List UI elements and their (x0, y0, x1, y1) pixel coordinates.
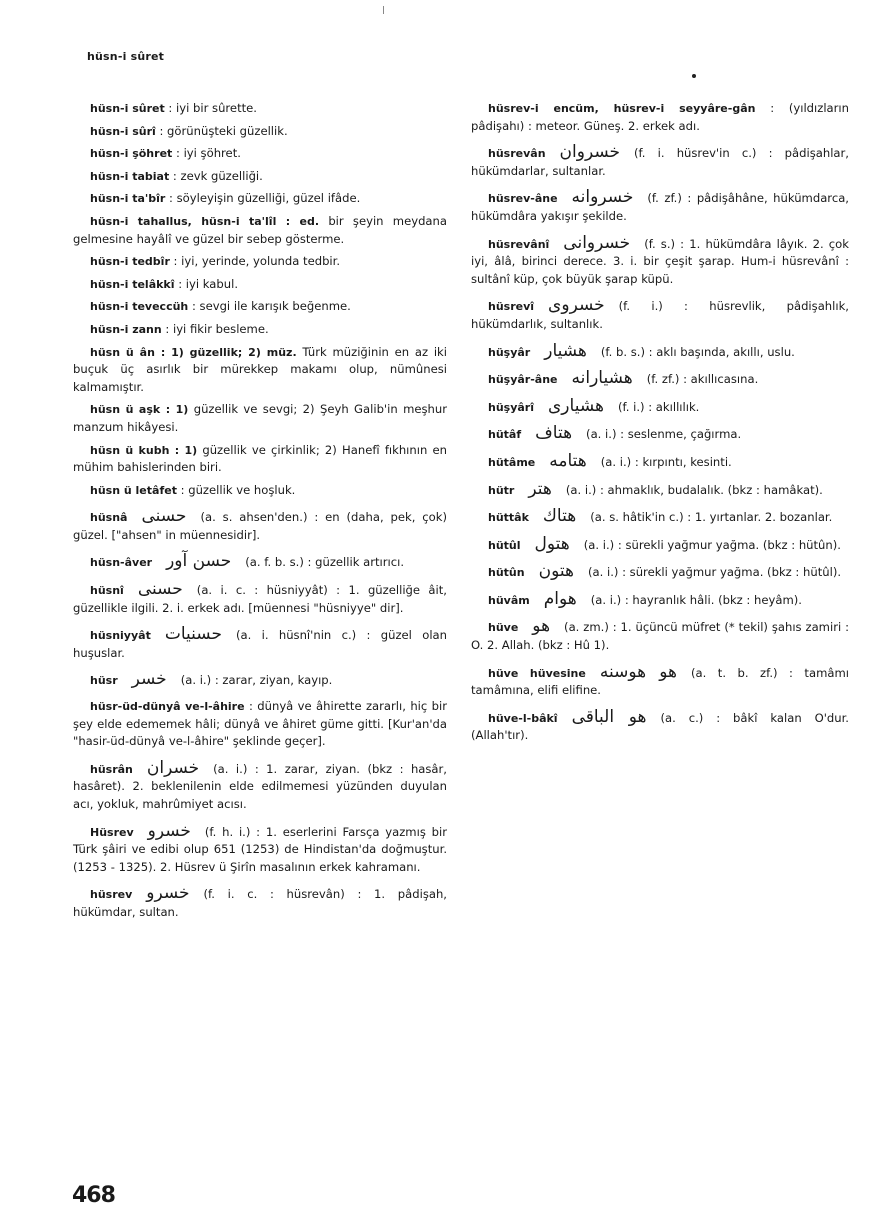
entry-arabic-script: هتاف (535, 423, 573, 444)
entry-definition: bir şeyin meydana gelmesine hayâlî ve güzel bir sebep gösterme. (73, 213, 447, 246)
entry-definition: (a. i. c. : hüsniyyât) : 1. güzelliğe âit, güzellikle ilgili. 2. i. erkek adı. [müennesi "hüsniyye" dir]. (73, 583, 447, 615)
entry-arabic-script: هو هوسنه (599, 661, 678, 682)
entry-definition: güzellik ve çirkinlik; 2) Hanefî fıkhının en mühim bahislerinden biri. (73, 442, 447, 475)
dictionary-entry (73, 698, 447, 751)
entry-definition: (a. i.) : sürekli yağmur yağma. (bkz : hütûn). (583, 537, 841, 552)
entry-arabic-script: هشيار (544, 340, 587, 361)
entry-definition: (a. s. hâtik'in c.) : 1. yırtanlar. 2. bozanlar. (590, 510, 833, 525)
entry-headword: hüsr-üd-dünyâ ve-l-âhire (90, 700, 245, 714)
dictionary-entry (471, 340, 849, 362)
dictionary-entry (471, 189, 849, 225)
entry-headword: hütâf (488, 428, 522, 442)
entry-headword: hüttâk (488, 511, 529, 525)
dictionary-entry (73, 581, 447, 617)
entry-headword: hüsrev (90, 888, 133, 902)
dictionary-entry (471, 706, 849, 745)
entry-headword: hüsnî (90, 584, 124, 598)
entry-headword: hüsrân (90, 762, 133, 776)
dictionary-entry (471, 533, 849, 555)
entry-definition: (f. h. i.) : 1. eserlerini Farsça yazmış bir Türk şâiri ve edibi olup 651 (1253) de Hindistan'da doğmuştur. (1253 - 1325). 2. Hüsrev ü Şirîn masalının erkek kahramanı. (73, 824, 447, 874)
running-head: hüsn-i sûret (87, 50, 165, 63)
entry-definition: (a. s. ahsen'den.) : en (daha, pek, çok) güzel. ["ahsen" in müennesidir]. (73, 510, 447, 542)
dictionary-entry (73, 885, 447, 921)
entry-definition: (a. zm.) : 1. üçüncü müfret (* tekil) şahıs zamiri : O. 2. Allah. (bkz : Hû 1). (471, 620, 849, 653)
dictionary-entry (73, 253, 447, 271)
dictionary-entry (73, 276, 447, 294)
dictionary-entry (73, 298, 447, 316)
entry-headword: hüşyârî (488, 400, 534, 414)
entry-arabic-script: هتامه (549, 450, 587, 471)
entry-headword: hütr (488, 483, 515, 497)
entry-headword: hüsn ü letâfet (90, 483, 177, 497)
dictionary-entry (471, 563, 849, 582)
entry-arabic-script: هتاك (542, 506, 577, 527)
entry-headword: hüsn ü kubh : 1) (90, 443, 198, 457)
dictionary-entry (73, 190, 447, 208)
entry-definition: : zevk güzelliği. (169, 168, 263, 183)
entry-headword: hüsrevânî (488, 237, 550, 251)
entry-definition: : iyi şöhret. (172, 146, 241, 161)
entry-headword: hüşyâr (488, 345, 531, 359)
entry-arabic-script: هو الباقى (571, 706, 647, 727)
entry-definition: (a. i.) : sürekli yağmur yağma. (bkz : hütûl). (587, 565, 842, 580)
entry-arabic-script: خسروى (548, 295, 605, 316)
dictionary-entry (73, 442, 447, 477)
entry-headword: hüve (488, 621, 519, 635)
entry-headword: hüsn-i tabiat (90, 169, 170, 183)
dictionary-entry (471, 478, 849, 500)
dictionary-entry (73, 321, 447, 339)
entry-definition: : dünyâ ve âhirette zararlı, hiç bir şey elde edememek hâli; dünyâ ve âhiret güme gitti. [Kur'an'da "hasir-üd-dünyâ ve-l-âhire" şeklinde geçer]. (73, 699, 447, 749)
dictionary-entry (471, 232, 849, 289)
entry-headword: hüsn-âver (90, 556, 153, 570)
entry-headword: hüvâm (488, 593, 530, 607)
entry-definition: : (yıldızların pâdişahı) : meteor. Güneş. 2. erkek adı. (471, 101, 849, 133)
dictionary-entry (73, 344, 447, 397)
entry-headword: hüsn ü aşk : 1) (90, 403, 189, 417)
entry-headword: hüsrev-i encüm, hüsrev-i seyyâre-gân (488, 102, 756, 115)
entry-definition: : iyi fikir besleme. (161, 321, 269, 336)
dictionary-entry (73, 626, 447, 662)
entry-definition: (a. i.) : zarar, ziyan, kayıp. (180, 673, 333, 688)
entry-definition: (f. s.) : 1. hükümdâra lâyık. 2. çok iyi, âlâ, birinci derece. 3. i. bir çeşit şarap. Hum-i hüsrevânî : sultânî küp, çok büyük şarap küpü. (471, 236, 849, 286)
entry-arabic-script: خسرو (147, 820, 191, 841)
entry-definition: (a. i.) : seslenme, çağırma. (586, 427, 742, 442)
entry-definition: : iyi, yerinde, yolunda tedbir. (169, 254, 341, 269)
entry-definition: (a. i.) : 1. zarar, ziyan. (bkz : hasâr, hasâret). 2. beklenilenin elde edilmemesi yüzünden duyulan acı, yokluk, mahrûmiyet acısı. (73, 761, 447, 811)
entry-arabic-script: حسنى (141, 506, 187, 527)
entry-definition: (a. c.) : bâkî kalan O'dur. (Allah'tır). (471, 710, 849, 743)
entry-arabic-script: هو (532, 616, 551, 637)
entry-definition: güzellik ve sevgi; 2) Şeyh Galib'in meşhur manzum hikâyesi. (73, 402, 447, 434)
entry-headword: hüsn-i ta'bîr (90, 192, 166, 206)
entry-headword: hüsn-i tahallus, hüsn-i ta'lîl : ed. (90, 214, 320, 228)
dictionary-entry (471, 508, 849, 527)
entry-headword: hüsr (90, 674, 118, 688)
entry-headword: hüsrevân (488, 147, 546, 161)
entry-headword: hüsn-i zann (90, 322, 162, 336)
dictionary-entry (73, 401, 447, 436)
entry-arabic-script: حسنيات (164, 624, 222, 645)
entry-headword: hüşyâr-âne (488, 373, 558, 387)
entry-headword: hüsniyyât (90, 629, 151, 643)
entry-headword: hüsn-i sûrî (90, 124, 156, 138)
dictionary-entry (73, 482, 447, 500)
entry-arabic-script: حسنى (137, 579, 183, 600)
entry-definition: (f. zf.) : pâdişâhâne, hükümdarca, hükümdâra yakışır şekilde. (471, 191, 849, 223)
entry-arabic-script: خسروانه (571, 187, 634, 208)
dictionary-entry (471, 370, 849, 389)
scan-dot (692, 74, 696, 78)
entry-definition: : güzellik ve hoşluk. (176, 482, 296, 497)
dictionary-entry (73, 820, 447, 877)
dictionary-entry (73, 145, 447, 163)
entry-headword: hüve hüvesine (488, 666, 586, 680)
entry-headword: hüsn-i teveccüh (90, 300, 189, 314)
entry-definition: : iyi kabul. (174, 276, 239, 291)
entry-headword: hüsn ü ân : 1) güzellik; 2) müz. (90, 345, 297, 359)
entry-arabic-script: حسن آور (166, 551, 232, 572)
entry-headword: hüsrev-âne (488, 192, 558, 206)
entry-headword: hütâme (488, 455, 536, 469)
dictionary-entry (471, 144, 849, 180)
entry-definition: : sevgi ile karışık beğenme. (188, 299, 351, 314)
entry-definition: Türk müziğinin en az iki buçuk üç asırlık bir mürekkep makamı olup, nümûnesi kalmamıştır. (73, 344, 447, 394)
left-column (73, 100, 447, 930)
entry-headword: hüsn-i tedbîr (90, 255, 170, 269)
entry-definition: (a. i.) : ahmaklık, budalalık. (bkz : hamâkat). (565, 482, 823, 497)
entry-headword: hütûn (488, 566, 525, 580)
entry-definition: : iyi bir sûrette. (164, 101, 257, 115)
dictionary-entry (471, 661, 849, 700)
entry-arabic-script: هتون (538, 561, 574, 582)
entry-headword: Hüsrev (90, 825, 134, 839)
entry-definition: (f. i. c. : hüsrevân) : 1. pâdişah, hükümdar, sultan. (73, 887, 447, 919)
dictionary-entry (73, 508, 447, 544)
page-number: 468 (72, 1183, 115, 1208)
entry-headword: hüsnâ (90, 511, 128, 525)
entry-headword: hüsn-i sûret (90, 102, 165, 115)
entry-definition: (f. b. s.) : aklı başında, akıllı, uslu. (600, 344, 795, 359)
entry-definition: : söyleyişin güzelliği, güzel ifâde. (165, 191, 361, 206)
dictionary-entry (471, 100, 849, 135)
entry-headword: hüve-l-bâkî (488, 711, 558, 725)
entry-definition: (f. i.) : hüsrevlik, pâdişahlık, hükümdarlık, sultanlık. (471, 299, 849, 331)
dictionary-entry (73, 757, 447, 814)
entry-arabic-script: هوام (543, 588, 577, 609)
right-column (471, 100, 849, 753)
dictionary-entry (471, 297, 849, 333)
dictionary-entry (471, 425, 849, 444)
dictionary-entry (471, 618, 849, 654)
entry-arabic-script: هشيارانه (571, 368, 633, 389)
entry-arabic-script: هتول (534, 533, 570, 554)
entry-arabic-script: هتر (528, 478, 552, 499)
dictionary-entry (73, 213, 447, 248)
entry-arabic-script: خسران (146, 757, 200, 778)
entry-definition: (a. f. b. s.) : güzellik artırıcı. (245, 555, 405, 570)
dictionary-entry (73, 553, 447, 572)
entry-headword: hüsrevî (488, 300, 535, 314)
entry-headword: hüsn-i telâkkî (90, 277, 175, 291)
scan-mark (383, 6, 384, 14)
entry-arabic-script: خسر (131, 669, 167, 690)
entry-definition: (a. i.) : hayranlık hâli. (bkz : heyâm). (590, 592, 802, 607)
entry-definition: (f. i. hüsrev'in c.) : pâdişahlar, hükümdarlar, sultanlar. (471, 146, 849, 178)
entry-arabic-script: هشيارى (548, 395, 604, 416)
dictionary-entry (471, 450, 849, 472)
entry-arabic-script: خسرو (146, 883, 190, 904)
dictionary-entry (471, 588, 849, 610)
entry-arabic-script: خسروانى (563, 232, 631, 253)
dictionary-entry (73, 671, 447, 690)
entry-headword: hütûl (488, 538, 521, 552)
dictionary-entry (73, 168, 447, 186)
entry-definition: (a. t. b. zf.) : tamâmı tamâmına, elifi elifine. (471, 665, 849, 698)
entry-definition: (f. zf.) : akıllıcasına. (646, 372, 759, 387)
dictionary-entry (471, 395, 849, 417)
entry-definition: (a. i.) : kırpıntı, kesinti. (600, 454, 732, 469)
entry-definition: (a. i. hüsnî'nin c.) : güzel olan huşuslar. (73, 628, 447, 660)
entry-arabic-script: خسروان (559, 142, 621, 163)
entry-headword: hüsn-i şöhret (90, 147, 173, 161)
dictionary-entry (73, 100, 447, 118)
entry-definition: (f. i.) : akıllılık. (617, 399, 700, 414)
entry-definition: : görünüşteki güzellik. (155, 123, 288, 138)
dictionary-entry (73, 123, 447, 141)
